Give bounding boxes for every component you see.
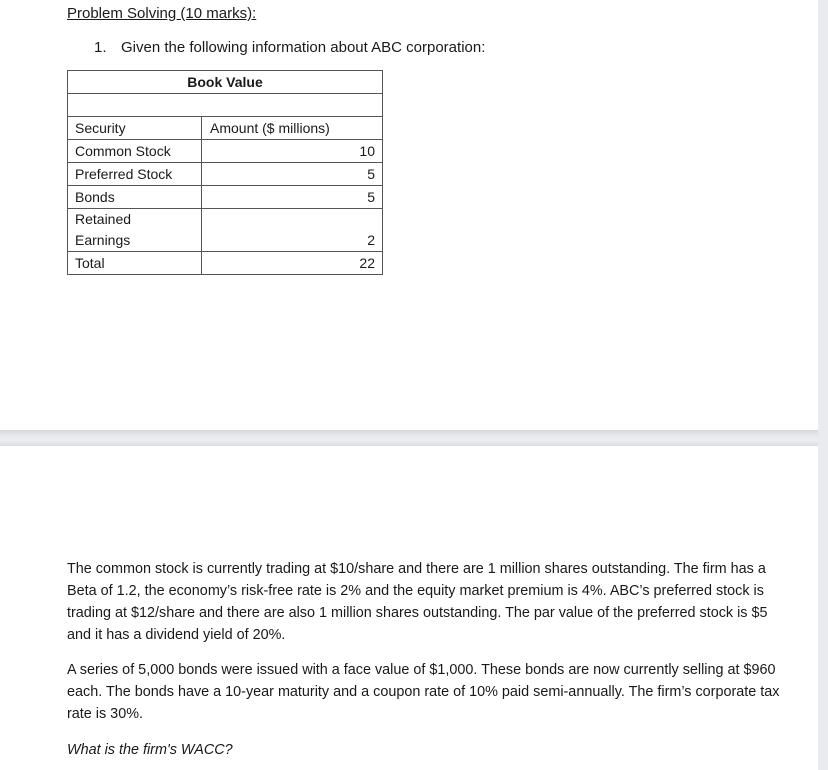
page-separator (0, 430, 828, 446)
row-value: 5 (202, 186, 383, 209)
paragraph-stock-info: The common stock is currently trading at $10/share and there are 1 million shares outstanding. The firm has a Beta of 1.2, the economy’s risk-free rate is 2% and the equity market premium is 4%. ABC’s preferred stock is trading at $12/share and there are also 1 million shares outstanding. The par value of the preferred stock is $5 and it has a dividend yield of 20%. (67, 561, 768, 643)
scrollbar-track[interactable] (818, 0, 828, 770)
book-value-table (67, 70, 383, 275)
row-label: Common Stock (68, 140, 202, 163)
table-row (68, 186, 383, 209)
row-label: Bonds (68, 186, 202, 209)
table-row (68, 140, 383, 163)
row-value: 10 (202, 140, 383, 163)
question-number: 1. (94, 39, 107, 56)
table-row (68, 209, 383, 252)
table-header-row (68, 117, 383, 140)
table-row (68, 252, 383, 275)
row-label-line1: Retained (75, 211, 132, 227)
table-blank-row (68, 94, 383, 117)
question-prompt: What is the firm's WACC? (67, 742, 233, 758)
header-security: Security (68, 117, 202, 140)
row-label: Total (68, 252, 202, 275)
question-text: Given the following information about ABC corporation: (121, 39, 486, 56)
row-label: Preferred Stock (68, 163, 202, 186)
row-value: 2 (202, 209, 383, 252)
table-title: Book Value (68, 71, 383, 94)
paragraph-bond-info: A series of 5,000 bonds were issued with a face value of $1,000. These bonds are now currently selling at $960 each. The bonds have a 10-year maturity and a coupon rate of 10% paid semi-annually. The firm’s corporate tax rate is 30%. (67, 662, 780, 722)
header-amount: Amount ($ millions) (202, 117, 383, 140)
section-heading: Problem Solving (10 marks): (67, 5, 257, 22)
row-value: 22 (202, 252, 383, 275)
row-label (68, 209, 202, 252)
blank-cell (68, 94, 383, 117)
row-value: 5 (202, 163, 383, 186)
table-row (68, 163, 383, 186)
row-label-line2: Earnings (75, 232, 131, 248)
question-1 (94, 39, 485, 56)
